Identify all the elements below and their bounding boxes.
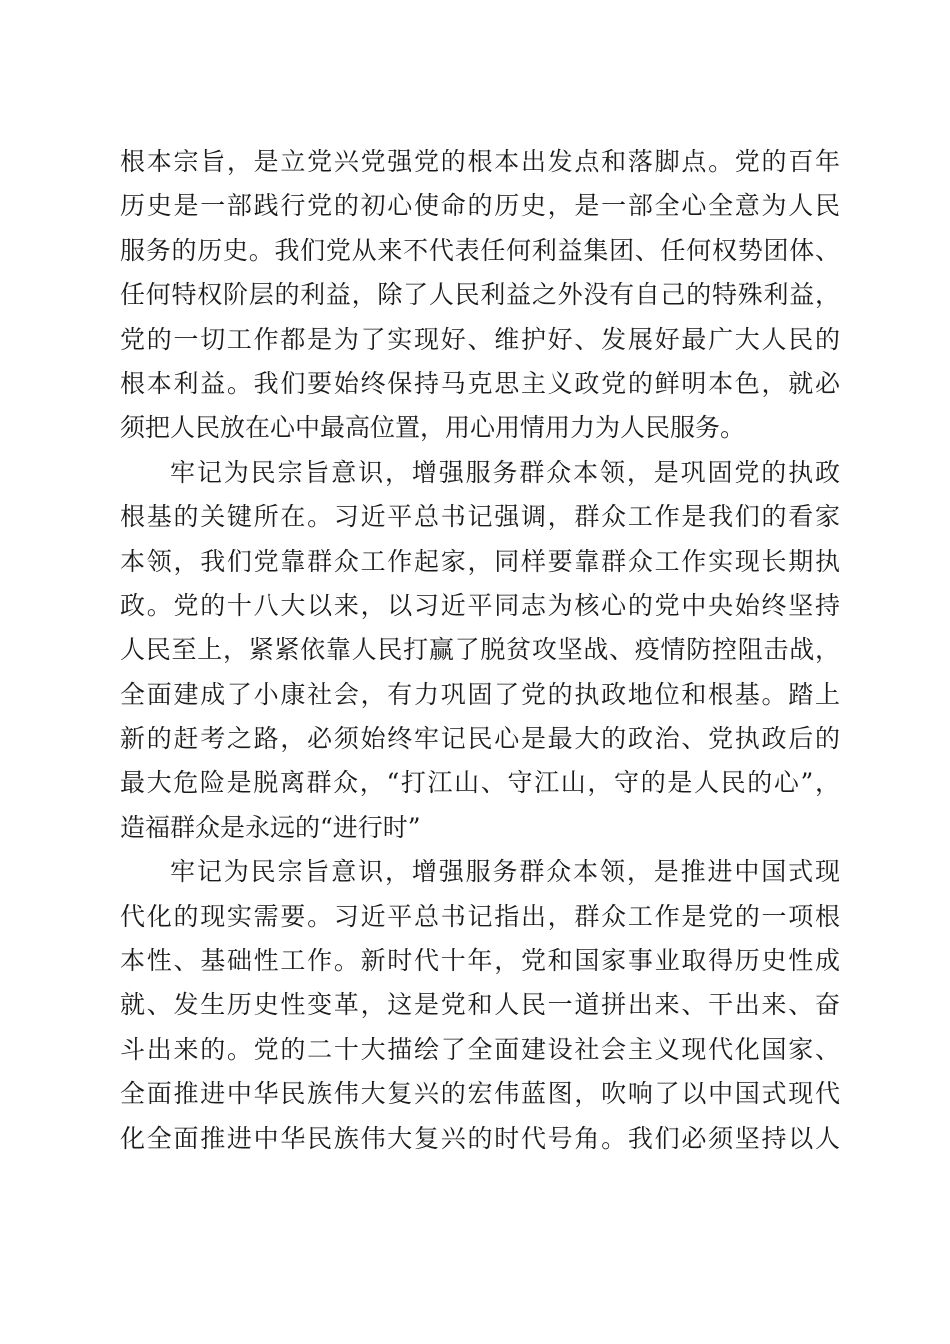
text-line: 新的赶考之路，必须始终牢记民心是最大的政治、党执政后的 xyxy=(120,724,840,754)
text-line: 服务的历史。我们党从来不代表任何利益集团、任何权势团体、 xyxy=(120,235,840,265)
text-line: 就、发生历史性变革，这是党和人民一道拼出来、干出来、奋 xyxy=(120,990,840,1020)
text-line: 任何特权阶层的利益，除了人民利益之外没有自己的特殊利益， xyxy=(120,280,840,310)
text-line: 斗出来的。党的二十大描绘了全面建设社会主义现代化国家、 xyxy=(120,1034,840,1064)
text-line: 根本宗旨，是立党兴党强党的根本出发点和落脚点。党的百年 xyxy=(120,147,840,176)
text-line: 人民至上，紧紧依靠人民打赢了脱贫攻坚战、疫情防控阻击战， xyxy=(120,635,840,665)
text-line: 历史是一部践行党的初心使命的历史，是一部全心全意为人民 xyxy=(120,191,840,221)
text-line: 化全面推进中华民族伟大复兴的时代号角。我们必须坚持以人 xyxy=(120,1123,840,1153)
text-line: 牢记为民宗旨意识，增强服务群众本领，是推进中国式现 xyxy=(170,857,840,887)
text-line: 最大危险是脱离群众，“打江山、守江山，守的是人民的心”， xyxy=(120,768,840,798)
text-line: 根基的关键所在。习近平总书记强调，群众工作是我们的看家 xyxy=(120,502,840,532)
text-line: 本领，我们党靠群众工作起家，同样要靠群众工作实现长期执 xyxy=(120,546,840,576)
document-body xyxy=(120,140,840,1161)
text-line: 牢记为民宗旨意识，增强服务群众本领，是巩固党的执政 xyxy=(170,457,840,487)
text-line: 全面推进中华民族伟大复兴的宏伟蓝图，吹响了以中国式现代 xyxy=(120,1079,840,1109)
text-line: 造福群众是永远的“进行时” xyxy=(120,812,421,842)
text-line: 须把人民放在心中最高位置，用心用情用力为人民服务。 xyxy=(120,413,746,443)
text-line: 本性、基础性工作。新时代十年，党和国家事业取得历史性成 xyxy=(120,946,840,976)
text-line: 党的一切工作都是为了实现好、维护好、发展好最广大人民的 xyxy=(120,324,840,354)
text-line: 政。党的十八大以来，以习近平同志为核心的党中央始终坚持 xyxy=(120,590,840,620)
text-line: 根本利益。我们要始终保持马克思主义政党的鲜明本色，就必 xyxy=(120,368,840,398)
text-line: 全面建成了小康社会，有力巩固了党的执政地位和根基。踏上 xyxy=(120,679,840,709)
text-line: 代化的现实需要。习近平总书记指出，群众工作是党的一项根 xyxy=(120,901,840,931)
